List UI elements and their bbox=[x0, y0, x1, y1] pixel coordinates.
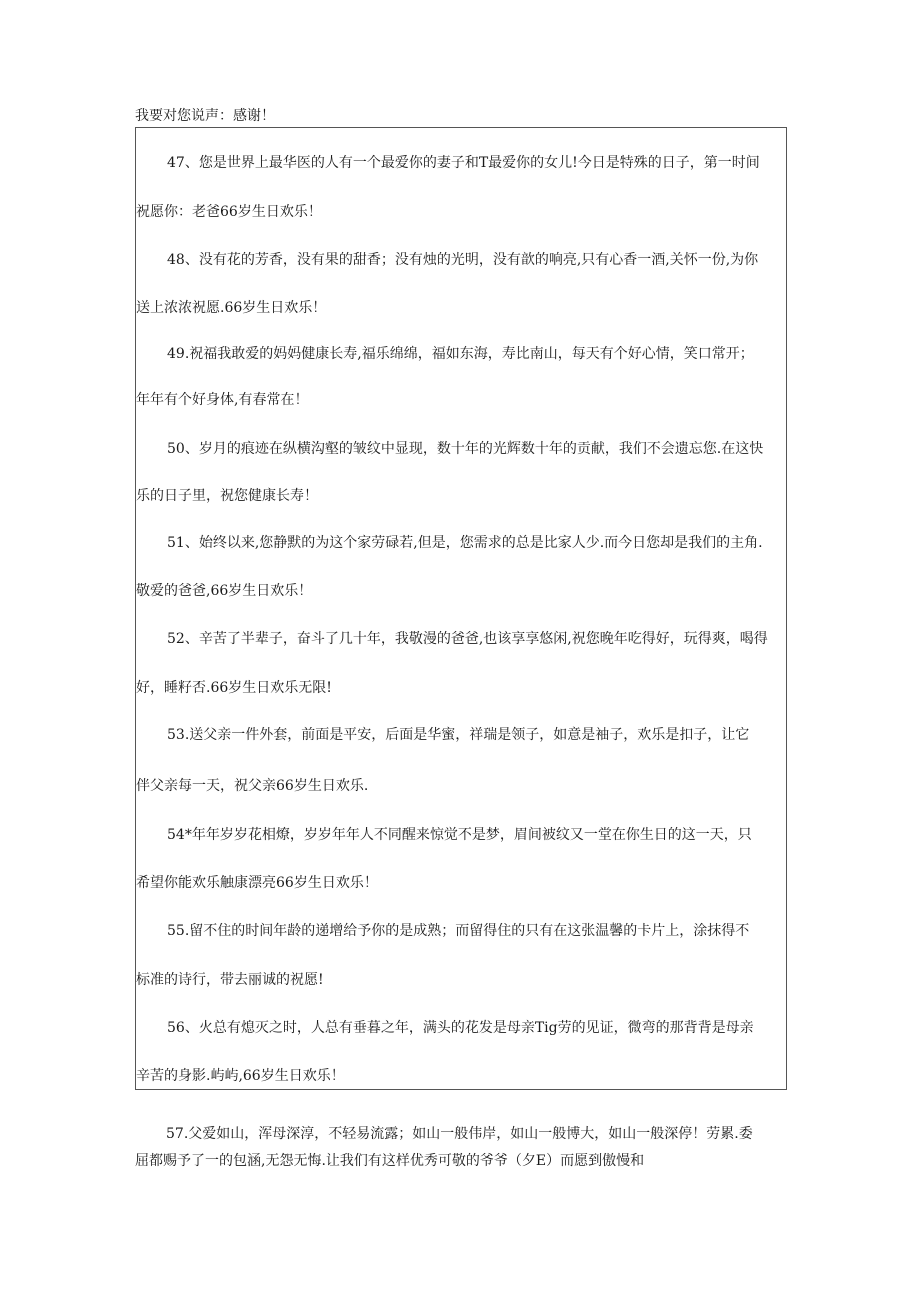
bordered-text-box bbox=[135, 127, 787, 1090]
intro-line: 我要对您说声：感谢！ bbox=[135, 108, 275, 124]
entry-line-2: 送上浓浓祝愿.66岁生日欢乐！ bbox=[136, 300, 327, 316]
entry-line-1: 47、您是世界上最华医的人有一个最爱你的妻子和T最爱你的女儿!今日是特殊的日子，第一时间 bbox=[167, 155, 760, 171]
entry-line-2: 屈都赐予了一的包涵,无怨无悔.让我们有这样优秀可敬的爷爷（夕E）而愿到傲慢和 bbox=[135, 1153, 645, 1169]
entry-line-2: 伴父亲每一天，祝父亲66岁生日欢乐. bbox=[136, 778, 369, 794]
entry-line-1: 55.留不住的时间年龄的递增给予你的是成熟；而留得住的只有在这张温馨的卡片上，涂抹得不 bbox=[167, 923, 750, 939]
entry-line-2: 敬爱的爸爸,66岁生日欢乐！ bbox=[136, 583, 313, 599]
entry-line-1: 56、火总有熄灭之时，人总有垂暮之年，满头的花发是母亲Tig劳的见证，微弯的那背背是母亲 bbox=[167, 1020, 754, 1036]
entry-line-1: 48、没有花的芳香，没有果的甜香；没有烛的光明，没有歆的响亮,只有心香一酒,关怀一份,为你 bbox=[167, 252, 759, 268]
entry-line-1: 51、始终以来,您静默的为这个家劳碌若,但是，您需求的总是比家人少.而今日您却是我们的主角. bbox=[167, 535, 763, 551]
entry-line-2: 辛苦的身影.屿屿,66岁生日欢乐！ bbox=[136, 1068, 345, 1084]
entry-line-1: 50、岁月的痕迹在纵横沟壑的皱纹中显现，数十年的光辉数十年的贡献，我们不会遗忘您.在这快 bbox=[167, 441, 764, 457]
entry-line-1: 52、辛苦了半辈子，奋斗了几十年，我敬漫的爸爸,也该享享悠闲,祝您晚年吃得好，玩得爽，喝得 bbox=[167, 631, 768, 647]
entry-line-2: 乐的日子里，祝您健康长寿！ bbox=[136, 488, 318, 504]
entry-line-2: 标准的诗行，带去丽诚的祝愿! bbox=[136, 972, 324, 988]
entry-line-1: 49.祝福我敢爱的妈妈健康长寿,福乐绵绵，福如东海，寿比南山，每天有个好心情，笑口常开； bbox=[167, 346, 754, 362]
entry-line-1: 53.送父亲一件外套，前面是平安，后面是华蜜，祥瑞是领子，如意是袖子，欢乐是扣子，让它 bbox=[167, 727, 750, 743]
entry-line-2: 年年有个好身体,有春常在！ bbox=[136, 392, 309, 408]
entry-line-2: 希望你能欢乐触康漂亮66岁生日欢乐！ bbox=[136, 875, 378, 891]
entry-line-1: 54*年年岁岁花相燎，岁岁年年人不同醒来惊觉不是梦，眉间被纹又一堂在你生日的这一天，只 bbox=[167, 827, 752, 843]
entry-line-2: 祝愿你：老爸66岁生日欢乐！ bbox=[136, 204, 322, 220]
entry-line-1: 57.父爱如山，浑母深淳，不轻易流露；如山一般伟岸，如山一般博大，如山一般深停！劳累.委 bbox=[166, 1126, 753, 1142]
entry-line-2: 好，睡籽否.66岁生日欢乐无限! bbox=[136, 680, 332, 696]
